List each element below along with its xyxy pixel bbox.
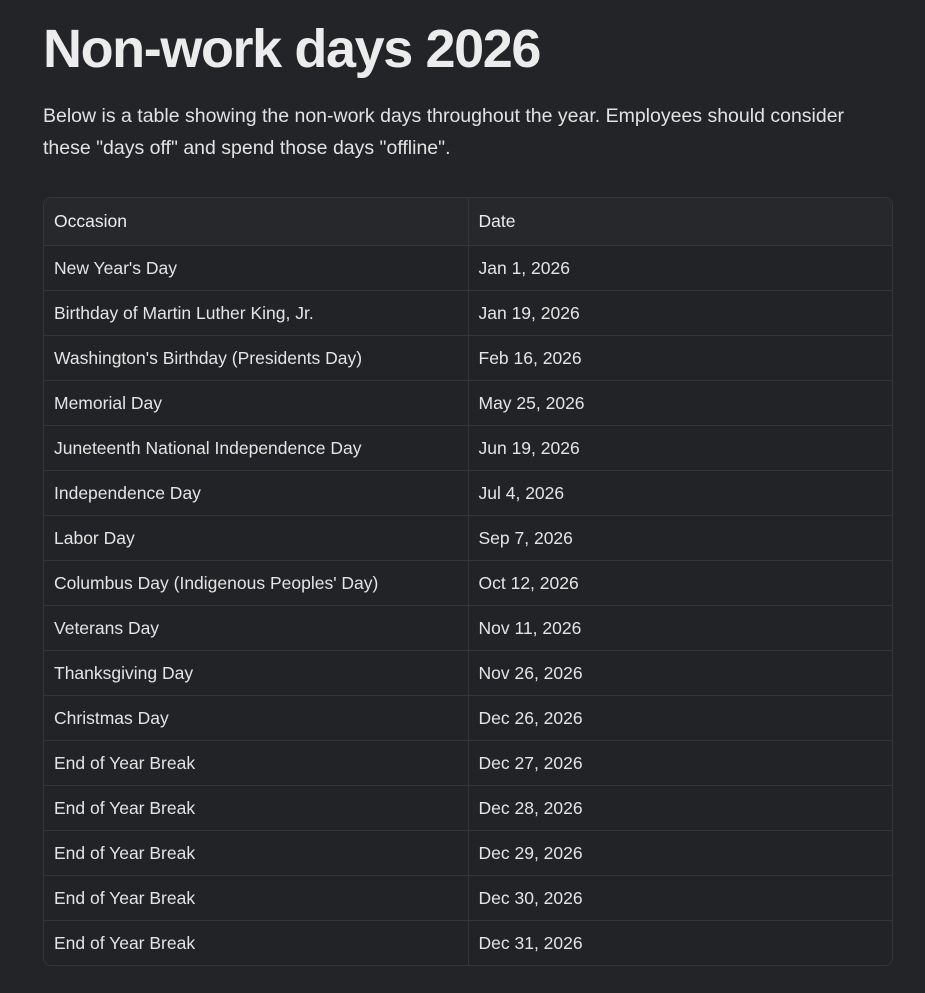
date-cell: Jan 19, 2026	[468, 291, 892, 336]
table-header-row	[44, 198, 892, 246]
date-cell: Jun 19, 2026	[468, 426, 892, 471]
page-title: Non-work days 2026	[43, 19, 541, 79]
table-row	[44, 786, 892, 831]
table-row	[44, 921, 892, 966]
intro-paragraph: Below is a table showing the non-work days throughout the year. Employees should consider these "days off" and spend those days "offline".	[43, 105, 845, 159]
date-cell: Nov 11, 2026	[468, 606, 892, 651]
table-row	[44, 291, 892, 336]
date-cell: Nov 26, 2026	[468, 651, 892, 696]
occasion-cell: End of Year Break	[44, 876, 468, 921]
table-row	[44, 741, 892, 786]
occasion-cell: Christmas Day	[44, 696, 468, 741]
table-body	[44, 246, 892, 966]
occasion-cell: Columbus Day (Indigenous Peoples' Day)	[44, 561, 468, 606]
occasion-cell: Juneteenth National Independence Day	[44, 426, 468, 471]
date-cell: Dec 27, 2026	[468, 741, 892, 786]
date-cell: Dec 28, 2026	[468, 786, 892, 831]
date-cell: Jan 1, 2026	[468, 246, 892, 291]
date-cell: Dec 30, 2026	[468, 876, 892, 921]
date-cell: Jul 4, 2026	[468, 471, 892, 516]
date-cell: Oct 12, 2026	[468, 561, 892, 606]
date-cell: Sep 7, 2026	[468, 516, 892, 561]
column-header-date: Date	[468, 198, 892, 246]
table-row	[44, 336, 892, 381]
non-work-days-table	[43, 197, 893, 966]
column-header-occasion: Occasion	[44, 198, 468, 246]
table-row	[44, 831, 892, 876]
table-row	[44, 381, 892, 426]
holiday-table	[44, 198, 892, 965]
table-row	[44, 516, 892, 561]
occasion-cell: End of Year Break	[54, 932, 196, 953]
table-row	[44, 426, 892, 471]
table-row	[44, 606, 892, 651]
occasion-cell: End of Year Break	[44, 786, 468, 831]
table-row	[44, 561, 892, 606]
table-header	[44, 198, 892, 246]
date-cell: Dec 29, 2026	[468, 831, 892, 876]
occasion-cell: New Year's Day	[44, 246, 468, 291]
table-row	[44, 471, 892, 516]
occasion-cell: Birthday of Martin Luther King, Jr.	[44, 291, 468, 336]
occasion-cell: Independence Day	[44, 471, 468, 516]
table-row	[44, 651, 892, 696]
occasion-cell: Memorial Day	[44, 381, 468, 426]
occasion-cell: End of Year Break	[44, 741, 468, 786]
occasion-cell: Labor Day	[44, 516, 468, 561]
table-row	[44, 876, 892, 921]
occasion-cell: Thanksgiving Day	[44, 651, 468, 696]
occasion-cell: End of Year Break	[44, 831, 468, 876]
occasion-cell: Veterans Day	[44, 606, 468, 651]
occasion-cell: Washington's Birthday (Presidents Day)	[44, 336, 468, 381]
table-row	[44, 696, 892, 741]
date-cell: May 25, 2026	[468, 381, 892, 426]
date-cell: Dec 26, 2026	[468, 696, 892, 741]
table-row	[44, 246, 892, 291]
date-cell: Dec 31, 2026	[468, 921, 892, 966]
date-cell: Feb 16, 2026	[468, 336, 892, 381]
